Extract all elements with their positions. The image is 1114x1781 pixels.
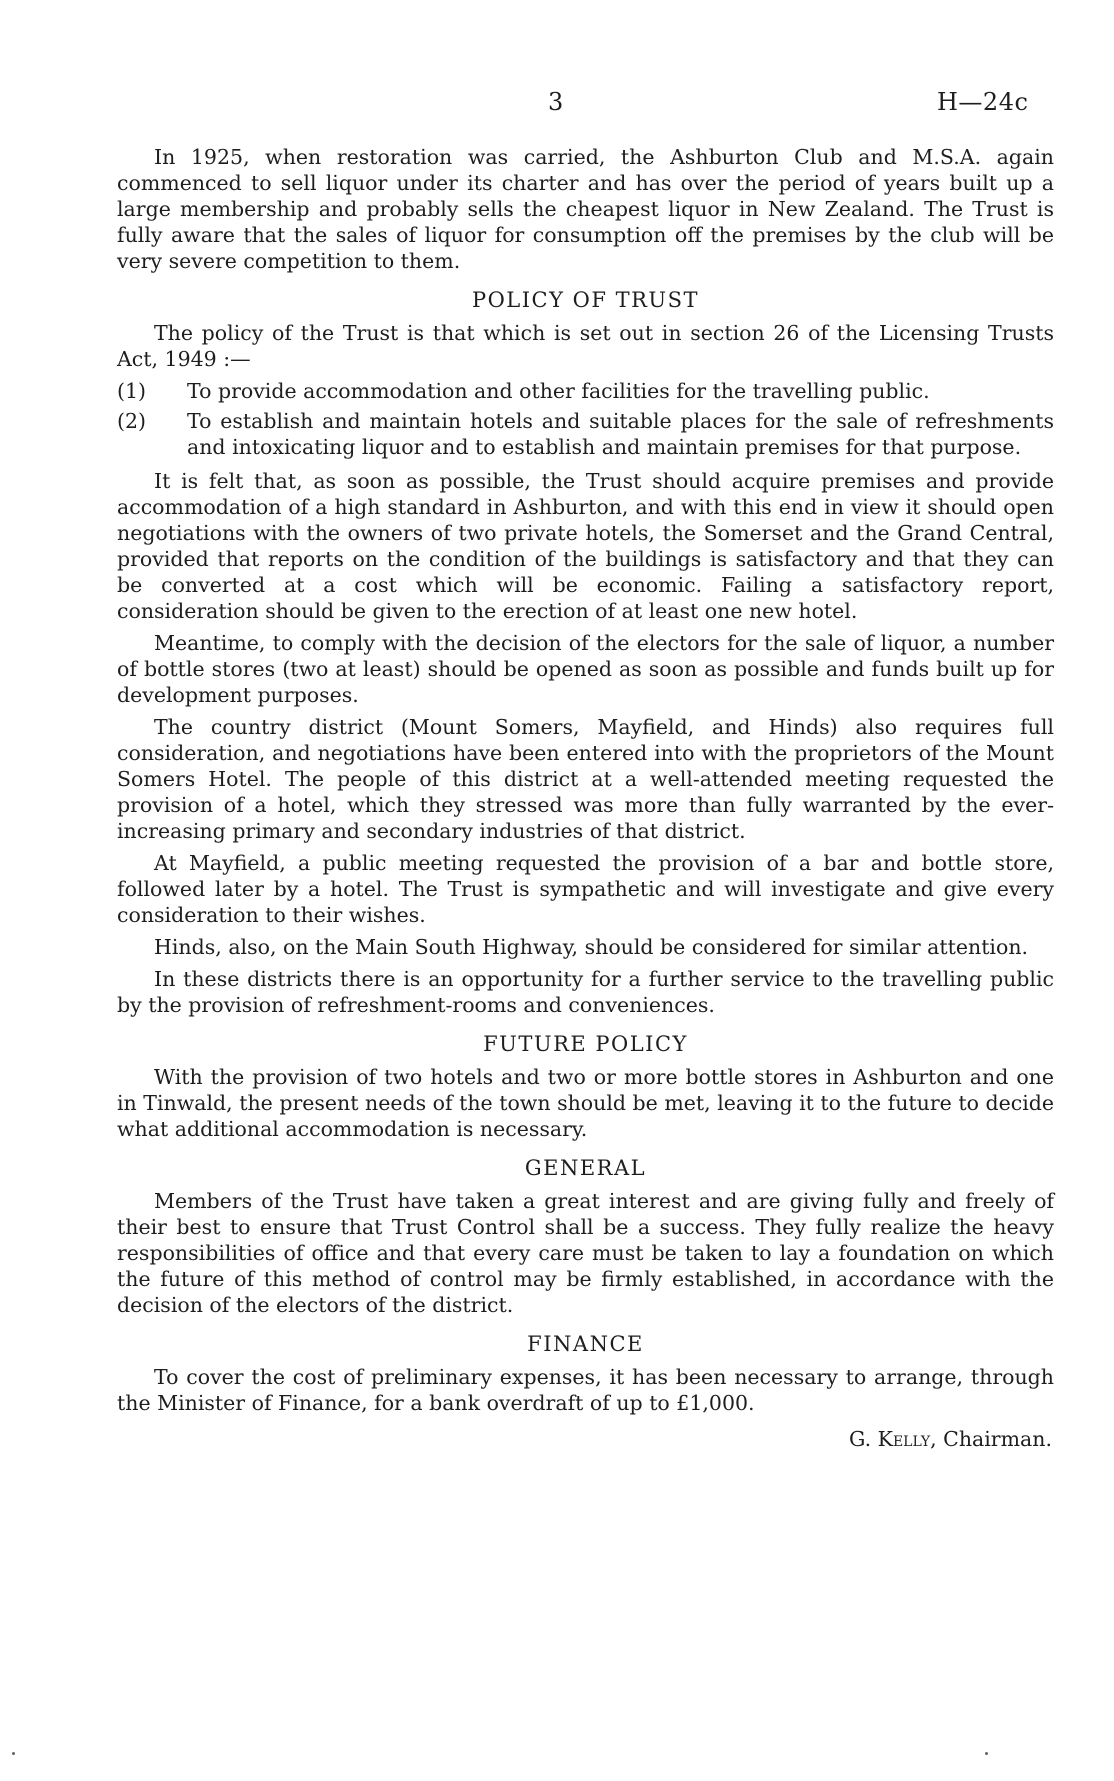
heading-future-policy: FUTURE POLICY <box>483 1032 688 1056</box>
paragraph-country-district: The country district (Mount Somers, Mayfield, and Hinds) also requires full consideration, and negotiations have been entered into with the proprietors of the Mount Somers Hotel. The people of this district at a well-attended meeting requested the provision of a hotel, which they stressed was more than fully warranted by the ever-increasing primary and secondary industries of that district. <box>117 715 1054 843</box>
document-reference: H—24c <box>937 88 1029 116</box>
paragraph-club-competition: In 1925, when restoration was carried, the Ashburton Club and M.S.A. again commenced to sell liquor under its charter and has over the period of years built up a large membership and probably sells the cheapest liquor in New Zealand. The Trust is fully aware that the sales of liquor for consumption off the premises by the club will be very severe competition to them. <box>117 145 1054 273</box>
paragraph-hinds: Hinds, also, on the Main South Highway, should be considered for similar attention. <box>154 935 1029 959</box>
scan-speck <box>985 1752 988 1755</box>
document-body <box>117 144 1054 1452</box>
paragraph-general: Members of the Trust have taken a great interest and are giving fully and freely of their best to ensure that Trust Control shall be a success. They fully realize the heavy responsibilities of office and that every care must be taken to lay a foundation on which the future of this method of control may be firmly established, in accordance with the decision of the electors of the district. <box>117 1189 1054 1317</box>
paragraph-refreshment-rooms: In these districts there is an opportunity for a further service to the travelling public by the provision of refreshment-rooms and conveniences. <box>117 967 1054 1017</box>
signatory-title: , Chairman. <box>930 1427 1052 1451</box>
paragraph-bottle-stores: Meantime, to comply with the decision of the electors for the sale of liquor, a number of bottle stores (two at least) should be opened as soon as possible and funds built up for development purposes. <box>117 631 1054 707</box>
list-text: To provide accommodation and other facilities for the travelling public. <box>187 379 930 403</box>
signatory-name: G. Kelly <box>848 1427 931 1451</box>
list-number: (1) <box>117 379 147 403</box>
paragraph-finance: To cover the cost of preliminary expenses, it has been necessary to arrange, through the Minister of Finance, for a bank overdraft of up to £1,000. <box>117 1365 1054 1415</box>
signature <box>117 1426 1054 1452</box>
page-number: 3 <box>548 88 564 116</box>
paragraph-policy-intro: The policy of the Trust is that which is set out in section 26 of the Licensing Trusts Act, 1949 :— <box>117 321 1054 371</box>
heading-general: GENERAL <box>524 1156 647 1180</box>
heading-finance: FINANCE <box>527 1332 644 1356</box>
list-item-1 <box>117 378 1054 404</box>
paragraph-mayfield: At Mayfield, a public meeting requested the provision of a bar and bottle store, followed later by a hotel. The Trust is sympathetic and will investigate and give every consideration to their wishes. <box>117 851 1054 927</box>
list-text: To establish and maintain hotels and suitable places for the sale of refreshments and intoxicating liquor and to establish and maintain premises for that purpose. <box>187 409 1054 459</box>
list-number: (2) <box>117 409 147 433</box>
list-item-2 <box>117 408 1054 460</box>
heading-policy-of-trust: POLICY OF TRUST <box>471 288 700 312</box>
paragraph-future-policy: With the provision of two hotels and two or more bottle stores in Ashburton and one in Tinwald, the present needs of the town should be met, leaving it to the future to decide what additional accommodation is necessary. <box>117 1065 1054 1141</box>
scan-speck <box>12 1752 15 1755</box>
paragraph-acquire-premises: It is felt that, as soon as possible, the Trust should acquire premises and provide accommodation of a high standard in Ashburton, and with this end in view it should open negotiations with the owners of two private hotels, the Somerset and the Grand Central, provided that reports on the condition of the buildings is satisfactory and that they can be converted at a cost which will be economic. Failing a satisfactory report, consideration should be given to the erection of at least one new hotel. <box>117 469 1054 623</box>
